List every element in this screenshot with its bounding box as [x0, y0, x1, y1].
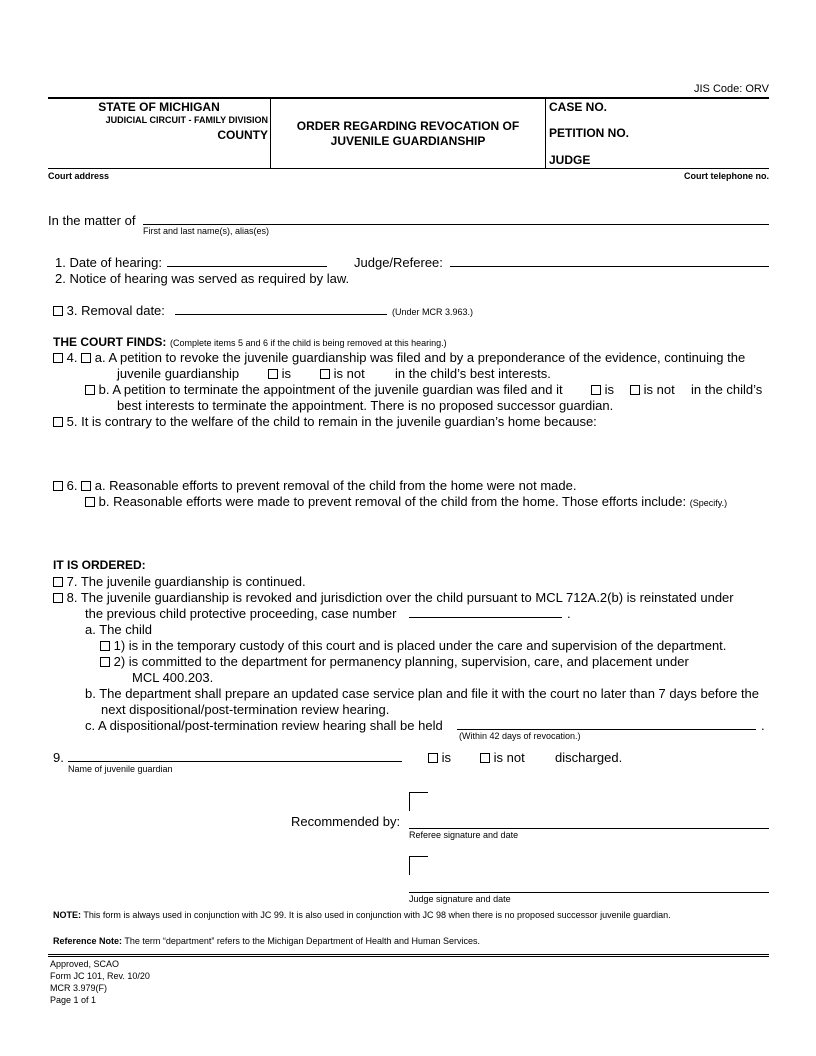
- footer-approved: Approved, SCAO: [50, 959, 120, 969]
- ordered-heading: IT IS ORDERED:: [53, 558, 146, 572]
- case-no-label: CASE NO.: [549, 100, 608, 114]
- item-7-checkbox[interactable]: [53, 577, 63, 587]
- item-9-is-checkbox[interactable]: [428, 753, 438, 763]
- item-4a-checkbox[interactable]: [81, 353, 91, 363]
- note-label: NOTE:: [53, 910, 81, 920]
- referee-signature-caption: Referee signature and date: [409, 830, 519, 840]
- form-title-line2: JUVENILE GUARDIANSHIP: [330, 134, 486, 148]
- item-8a2-checkbox[interactable]: [100, 657, 110, 667]
- matter-label: In the matter of: [48, 213, 136, 228]
- item-6-number: 6.: [66, 478, 78, 493]
- guardian-name-field[interactable]: [68, 761, 402, 762]
- item-4b-is-checkbox[interactable]: [591, 385, 601, 395]
- removal-date-label: 3. Removal date:: [66, 303, 165, 318]
- matter-name-field[interactable]: [143, 224, 769, 225]
- review-hearing-field[interactable]: [457, 729, 756, 730]
- item-6b-text: b. Reasonable efforts were made to prevent removal of the child from the home. Those efforts include:: [98, 494, 687, 509]
- discharged-label: discharged.: [555, 750, 623, 765]
- item-5-text: 5. It is contrary to the welfare of the child to remain in the juvenile guardian’s home because:: [66, 414, 597, 429]
- item-4a-text: a. A petition to revoke the juvenile guardianship was filed and by a preponderance of the evidence, continuing the: [94, 350, 746, 365]
- court-finds-note: (Complete items 5 and 6 if the child is being removed at this hearing.): [169, 338, 447, 348]
- jis-code: JIS Code: ORV: [694, 83, 769, 95]
- item-4b-text: b. A petition to terminate the appointment of the juvenile guardian was filed and it: [98, 382, 563, 397]
- judge-referee-field[interactable]: [450, 266, 769, 267]
- footer-form-number: Form JC 101, Rev. 10/20: [50, 971, 150, 981]
- header-bottom-rule: [48, 168, 769, 169]
- item-9-is-not-checkbox[interactable]: [480, 753, 490, 763]
- case-number-field[interactable]: [409, 617, 562, 618]
- review-hearing-period: .: [761, 718, 765, 733]
- header-divider-1: [270, 97, 271, 169]
- header-top-rule: [48, 97, 769, 99]
- judge-signature-field[interactable]: [409, 892, 769, 893]
- header-divider-2: [545, 97, 546, 169]
- item-8b-line2: next dispositional/post-termination review hearing.: [101, 702, 390, 717]
- item-4a-line2: juvenile guardianship: [117, 366, 240, 381]
- note-text: This form is always used in conjunction with JC 99. It is also used in conjunction with JC 98 when there is no proposed successor juvenile guardian.: [83, 910, 671, 920]
- court-address-label: Court address: [48, 171, 110, 181]
- item-8a1-text: 1) is in the temporary custody of this court and is placed under the care and supervision of the department.: [113, 638, 727, 653]
- item-8b-text: b. The department shall prepare an updated case service plan and file it with the court no later than 7 days before the: [85, 686, 760, 701]
- item-4a-is-checkbox[interactable]: [268, 369, 278, 379]
- item-6a-text: a. Reasonable efforts to prevent removal of the child from the home were not made.: [94, 478, 577, 493]
- case-number-period: .: [567, 606, 571, 621]
- matter-name-caption: First and last name(s), alias(es): [143, 226, 270, 236]
- judge-signature-corner: [409, 856, 428, 875]
- item-4-checkbox[interactable]: [53, 353, 63, 363]
- referee-signature-corner: [409, 792, 428, 811]
- judge-label: JUDGE: [549, 153, 591, 167]
- removal-date-note: (Under MCR 3.963.): [392, 307, 474, 317]
- review-hearing-note: (Within 42 days of revocation.): [459, 731, 581, 741]
- item-4b-line2: best interests to terminate the appointment. There is no proposed successor guardian.: [117, 398, 614, 413]
- item-6-checkbox[interactable]: [53, 481, 63, 491]
- item-4-number: 4.: [66, 350, 78, 365]
- circuit-label: JUDICIAL CIRCUIT - FAMILY DIVISION: [105, 115, 268, 125]
- item-9-is-not-label: is not: [493, 750, 525, 765]
- petition-no-label: PETITION NO.: [549, 126, 630, 140]
- judge-signature-caption: Judge signature and date: [409, 894, 511, 904]
- item-9-is-label: is: [441, 750, 452, 765]
- judge-referee-label: Judge/Referee:: [354, 255, 443, 270]
- item-8a2-line2: MCL 400.203.: [132, 670, 214, 685]
- item-4b-is-label: is: [604, 382, 615, 397]
- footer-mcr: MCR 3.979(F): [50, 983, 108, 993]
- item-8a-text: a. The child: [85, 622, 152, 637]
- reference-note-text: The term “department” refers to the Michigan Department of Health and Human Services.: [124, 936, 481, 946]
- footer-rule: [48, 954, 769, 957]
- item-6b-checkbox[interactable]: [85, 497, 95, 507]
- item-3-checkbox[interactable]: [53, 306, 63, 316]
- item-4b-line1-end: in the child’s: [691, 382, 763, 397]
- court-telephone-label: Court telephone no.: [684, 171, 769, 181]
- item-5-checkbox[interactable]: [53, 417, 63, 427]
- item-4a-is-not-label: is not: [333, 366, 365, 381]
- county-label: COUNTY: [217, 128, 268, 142]
- item-4a-is-label: is: [281, 366, 292, 381]
- recommended-by-label: Recommended by:: [291, 814, 401, 829]
- item-6a-checkbox[interactable]: [81, 481, 91, 491]
- item-9-number: 9.: [53, 750, 64, 765]
- court-finds-heading: THE COURT FINDS:: [53, 335, 167, 349]
- item-2-text: 2. Notice of hearing was served as required by law.: [55, 271, 350, 286]
- item-6b-note: (Specify.): [689, 498, 728, 508]
- item-8-line2: the previous child protective proceeding, case number: [85, 606, 397, 621]
- item-4b-is-not-label: is not: [643, 382, 675, 397]
- form-title-line1: ORDER REGARDING REVOCATION OF: [296, 119, 520, 133]
- item-8a2-text: 2) is committed to the department for permanency planning, supervision, care, and placement under: [113, 654, 689, 669]
- item-4b-checkbox[interactable]: [85, 385, 95, 395]
- guardian-name-caption: Name of juvenile guardian: [68, 764, 173, 774]
- item-8-text: 8. The juvenile guardianship is revoked and jurisdiction over the child pursuant to MCL 712A.2(b) is reinstated under: [66, 590, 734, 605]
- footer-page: Page 1 of 1: [50, 995, 97, 1005]
- hearing-date-field[interactable]: [167, 266, 327, 267]
- item-7-text: 7. The juvenile guardianship is continued.: [66, 574, 306, 589]
- reference-note-label: Reference Note:: [53, 936, 123, 946]
- item-4a-is-not-checkbox[interactable]: [320, 369, 330, 379]
- removal-date-field[interactable]: [175, 314, 387, 315]
- hearing-date-label: 1. Date of hearing:: [55, 255, 162, 270]
- item-8-checkbox[interactable]: [53, 593, 63, 603]
- state-name: STATE OF MICHIGAN: [98, 100, 220, 114]
- item-8a1-checkbox[interactable]: [100, 641, 110, 651]
- item-8c-text: c. A dispositional/post-termination review hearing shall be held: [85, 718, 443, 733]
- item-4a-line2-end: in the child’s best interests.: [395, 366, 551, 381]
- item-4b-is-not-checkbox[interactable]: [630, 385, 640, 395]
- referee-signature-field[interactable]: [409, 828, 769, 829]
